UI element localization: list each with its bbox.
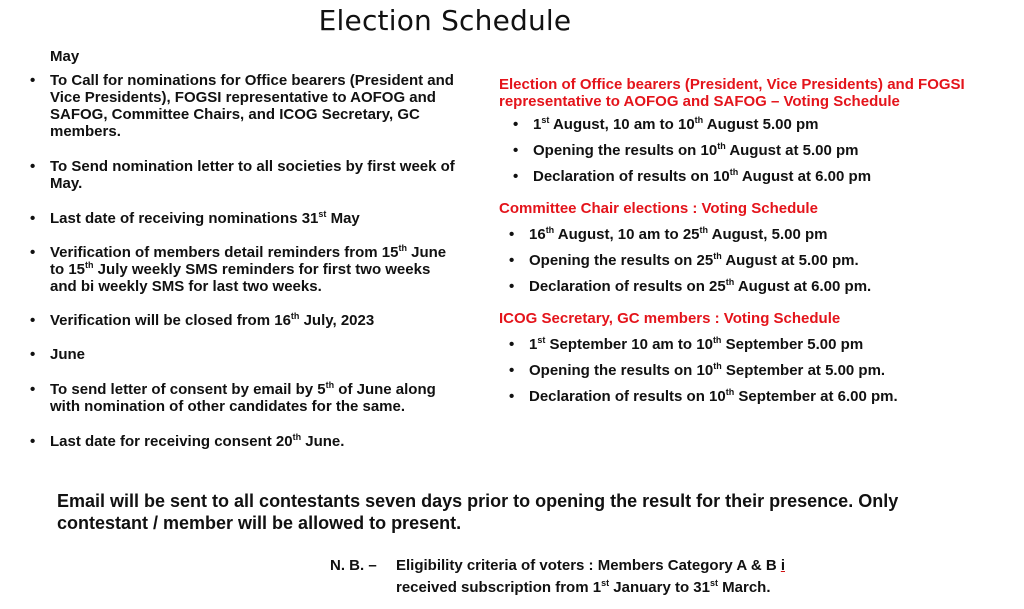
contestant-notice: Email will be sent to all contestants seven days prior to opening the result for their presence. Only contestant / member will be allowed to present. [57, 491, 899, 533]
ordinal-suffix: th [713, 361, 722, 371]
voting-schedule-column [499, 76, 969, 405]
nb-line-1-tail: i [780, 557, 785, 574]
page-title: Election Schedule [318, 4, 572, 37]
ordinal-suffix: th [729, 167, 739, 177]
office-bearers-schedule-list [513, 116, 969, 185]
list-item: • To Send nomination letter to all societies by first week of May. [30, 158, 460, 192]
ordinal-suffix: th [725, 387, 735, 397]
may-schedule-list [30, 72, 460, 450]
list-item: • 1st September 10 am to 10th September 5.00 pm [509, 336, 969, 353]
section-heading-office-bearers: Election of Office bearers (President, Vice Presidents) and FOGSI representative to AOFOG and SAFOG – Voting Schedule [499, 76, 965, 110]
ordinal-suffix: st [537, 335, 546, 345]
nb-line-2: received subscription from 1st January to 31st March. [396, 578, 771, 596]
nota-bene [330, 555, 970, 599]
ordinal-suffix: th [699, 225, 708, 235]
ordinal-suffix: th [717, 141, 726, 151]
ordinal-suffix: th [325, 380, 335, 390]
list-item: • Verification will be closed from 16th July, 2023 [30, 312, 460, 329]
list-item: • Declaration of results on 25th August at 6.00 pm. [509, 278, 969, 295]
list-item: • 1st August, 10 am to 10th August 5.00 pm [513, 116, 969, 133]
list-item: • To send letter of consent by email by 5th of June along with nomination of other candidates for the same. [30, 381, 460, 415]
list-item: • Last date for receiving consent 20th June. [30, 433, 460, 450]
nb-line-1: Eligibility criteria of voters : Members Category A & B [396, 557, 781, 574]
list-item: • 16th August, 10 am to 25th August, 5.00 pm [509, 226, 969, 243]
ordinal-suffix: th [545, 225, 555, 235]
list-item: • June [30, 346, 460, 363]
committee-chair-schedule-list [509, 226, 969, 295]
ordinal-suffix: st [541, 115, 550, 125]
list-item: • Opening the results on 25th August at 5.00 pm. [509, 252, 969, 269]
may-schedule-column [30, 48, 460, 450]
list-item: • Verification of members detail reminders from 15th June to 15th July weekly SMS reminders for first two weeks and bi weekly SMS for last two weeks. [30, 244, 460, 295]
list-item: • To Call for nominations for Office bearers (President and Vice Presidents), FOGSI representative to AOFOG and SAFOG, Committee Chairs, and ICOG Secretary, GC members. [30, 72, 460, 140]
ordinal-suffix: th [712, 335, 722, 345]
list-item: • Opening the results on 10th September at 5.00 pm. [509, 362, 969, 379]
section-heading-committee-chair: Committee Chair elections : Voting Schedule [499, 200, 818, 217]
ordinal-suffix: th [713, 251, 722, 261]
ordinal-suffix: th [290, 311, 300, 321]
ordinal-suffix: st [709, 578, 718, 588]
list-item: • Opening the results on 10th August at 5.00 pm [513, 142, 969, 159]
month-heading-may: May [50, 48, 80, 65]
nb-label: N. B. – [330, 557, 377, 574]
list-item: • Last date of receiving nominations 31st May [30, 210, 460, 227]
ordinal-suffix: st [601, 578, 610, 588]
icog-schedule-list [509, 336, 969, 405]
list-item: • Declaration of results on 10th August at 6.00 pm [513, 168, 969, 185]
ordinal-suffix: th [725, 277, 735, 287]
ordinal-suffix: th [694, 115, 704, 125]
ordinal-suffix: st [318, 209, 327, 219]
ordinal-suffix: th [292, 432, 302, 442]
section-heading-icog: ICOG Secretary, GC members : Voting Schedule [499, 310, 841, 327]
ordinal-suffix: th [85, 260, 94, 270]
ordinal-suffix: th [398, 243, 407, 253]
list-item: • Declaration of results on 10th September at 6.00 pm. [509, 388, 969, 405]
